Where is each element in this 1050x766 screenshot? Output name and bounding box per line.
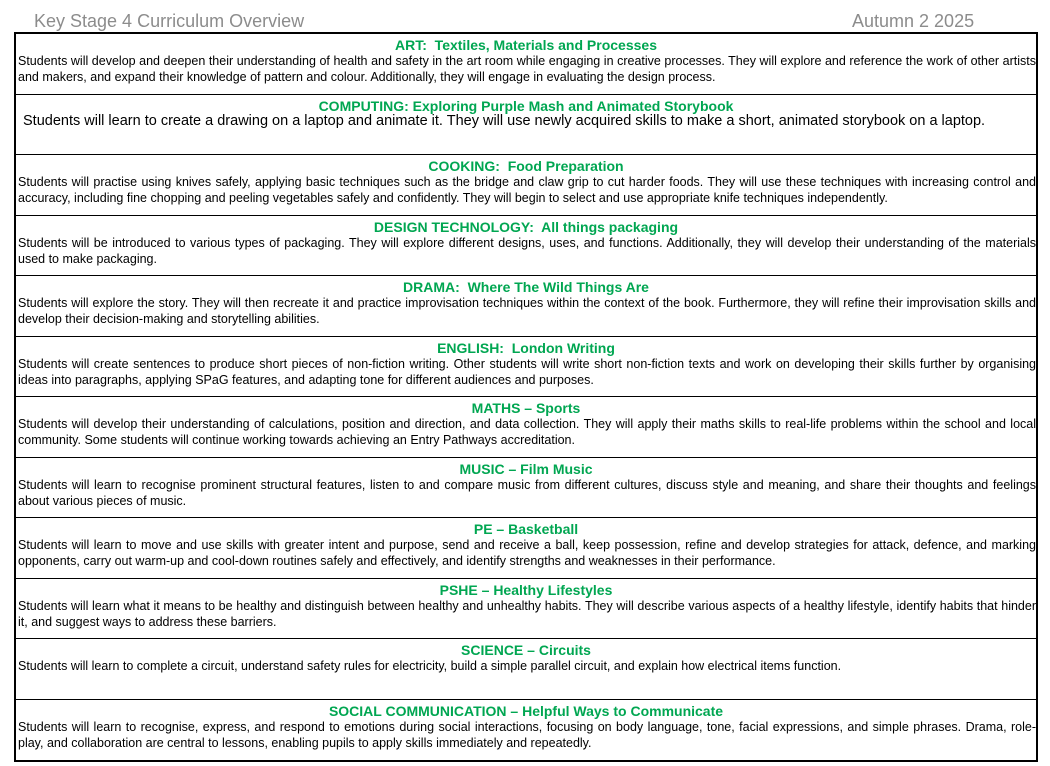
section-description: Students will develop their understanding of calculations, position and direction, and data collection. They will apply their maths skills to real-life problems within the school and local community. Some students will continue working towards achieving an Entry Pathways accreditation. [18, 417, 1036, 447]
section-art [16, 34, 1036, 95]
section-title: MUSIC – Film Music [459, 460, 593, 477]
section-english [16, 337, 1036, 398]
section-description: Students will learn to recognise prominent structural features, listen to and compare music from different cultures, discuss style and meaning, and share their thoughts and feelings about various pieces of music. [18, 477, 1036, 508]
section-title: ART: Textiles, Materials and Processes [395, 37, 657, 53]
section-social-communication [16, 700, 1036, 761]
section-title: PE – Basketball [473, 521, 579, 537]
section-cooking [16, 155, 1036, 216]
section-title: COOKING: Food Preparation [428, 158, 624, 174]
section-maths [16, 397, 1036, 458]
section-description: Students will develop and deepen their understanding of health and safety in the art room while engaging in creative processes. They will explore and reference the work of other artists and makers, and expand their knowledge of pattern and colour. Additionally, they will engage in evaluating the design process. [18, 54, 1036, 84]
section-music [16, 458, 1036, 519]
section-drama [16, 276, 1036, 337]
section-title: ENGLISH: London Writing [437, 339, 615, 356]
section-description: Students will learn to complete a circuit, understand safety rules for electricity, build a simple parallel circuit, and explain how electrical items function. [18, 659, 842, 673]
curriculum-table [14, 32, 1038, 762]
section-title: PSHE – Healthy Lifestyles [439, 581, 613, 598]
section-description: Students will be introduced to various types of packaging. They will explore different designs, uses, and functions. Additionally, they will develop their understanding of the materials used to make packaging. [18, 235, 1036, 266]
section-description: Students will learn to move and use skills with greater intent and purpose, send and receive a ball, keep possession, refine and develop strategies for attack, defence, and marking opponents, carry out warm-up and cool-down routines safely and effectively, and identify strengths and weaknesses in their performance. [18, 538, 1036, 568]
section-description: Students will explore the story. They will then recreate it and practice improvisation techniques within the context of the book. Furthermore, they will refine their improvisation skills and develop their decision-making and storytelling abilities. [18, 296, 1036, 326]
document-title: Key Stage 4 Curriculum Overview [34, 11, 305, 31]
section-title: DRAMA: Where The Wild Things Are [403, 279, 649, 295]
page-header [0, 0, 1050, 33]
section-description: Students will practise using knives safely, applying basic techniques such as the bridge and claw grip to cut harder foods. They will use these techniques with increasing control and accuracy, including fine chopping and peeling vegetables safely and confidently. They will begin to select and use appropriate knife techniques independently. [18, 175, 1036, 205]
section-pe [16, 518, 1036, 579]
section-title: SOCIAL COMMUNICATION – Helpful Ways to Communicate [328, 702, 724, 719]
section-title: COMPUTING: Exploring Purple Mash and Animated Storybook [318, 97, 734, 114]
term-label: Autumn 2 2025 [852, 11, 975, 31]
section-computing [16, 95, 1036, 156]
section-description: Students will learn to recognise, express, and respond to emotions during social interactions, focusing on body language, tone, facial expressions, and simple phrases. Drama, role-play, and collaboration are central to lessons, enabling pupils to apply skills immediately and repeatedly. [18, 719, 1036, 750]
section-title: DESIGN TECHNOLOGY: All things packaging [373, 218, 679, 235]
section-title: SCIENCE – Circuits [461, 642, 591, 658]
section-title: MATHS – Sports [471, 400, 581, 416]
section-description: Students will create sentences to produce short pieces of non-fiction writing. Other students will write short non-fiction texts and work on developing their skills further by organising ideas into paragraphs, applying SPaG features, and adapting tone for different audiences and purposes. [18, 356, 1036, 387]
section-description: Students will learn to create a drawing on a laptop and animate it. They will use newly acquired skills to make a short, animated storybook on a laptop. [23, 112, 986, 129]
section-pshe [16, 579, 1036, 640]
section-design-technology [16, 216, 1036, 277]
section-description: Students will learn what it means to be healthy and distinguish between healthy and unhealthy habits. They will describe various aspects of a healthy lifestyle, identify habits that hinder it, and suggest ways to address these barriers. [18, 598, 1036, 629]
section-science [16, 639, 1036, 700]
